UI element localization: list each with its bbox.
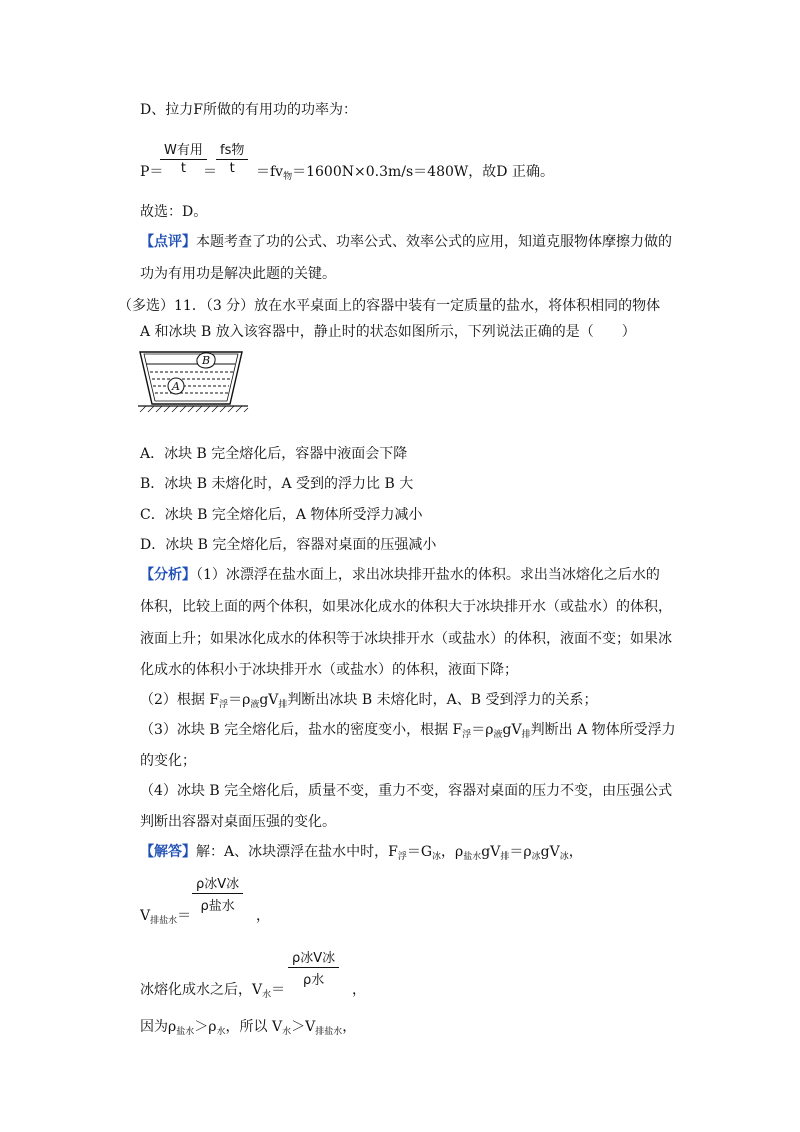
comma: ，	[256, 908, 270, 924]
option-c: C．冰块 B 完全熔化后，A 物体所受浮力减小	[140, 507, 423, 523]
fraction-denominator: t	[229, 161, 235, 176]
conclusion-line: 因为$\rho_{盐水}>\rho_水$，所以 $V_水>V_{排盐水}$，	[140, 1019, 357, 1037]
analysis-line-2: 体积，比较上面的两个体积，如果冰化成水的体积大于冰块排开水（或盐水）的体积，	[140, 599, 672, 615]
fraction-numerator: ρ冰V冰	[192, 873, 243, 894]
fraction-melted-water-volume	[288, 947, 339, 988]
fraction-denominator: ρ盐水	[200, 899, 235, 914]
melted-water-lhs: 冰熔化成水之后，$V_水=$	[140, 982, 286, 1000]
analysis-line-6: （3）冰块 B 完全熔化后，盐水的密度变小，根据 $F_浮=\rho_液gV_排$判断出 A 物体所受浮力	[140, 722, 676, 740]
comma: ，	[352, 982, 366, 998]
fraction-displaced-brine-volume	[192, 873, 243, 914]
choose-answer: 故选：D。	[140, 204, 208, 220]
question-11-line-2: A 和冰块 B 放入该容器中，静止时的状态如图所示，下列说法正确的是（ ）	[140, 324, 636, 340]
review-line-1: 【点评】本题考查了功的公式、功率公式、效率公式的应用，知道克服物体摩擦力做的	[140, 234, 672, 250]
question-11-line-1: （多选）11．（3 分）放在水平桌面上的容器中装有一定质量的盐水，将体积相同的物体	[118, 298, 661, 314]
analysis-line-7: 的变化；	[140, 753, 196, 769]
fraction-useful-work-over-time	[160, 139, 207, 176]
analysis-line-5: （2）根据 $F_浮=\rho_液gV_排$判断出冰块 B 未熔化时，A、B 受到浮力的关系；	[140, 692, 598, 710]
power-result: $=fv_物=1600N\times 0.3m/s=480W$，故D 正确。	[256, 164, 554, 182]
analysis-line-8: （4）冰块 B 完全熔化后，质量不变，重力不变，容器对桌面的压力不变，由压强公式	[140, 783, 673, 799]
container-figure	[138, 348, 250, 418]
answer-tag: 【解答】	[140, 844, 196, 860]
fraction-numerator: fs物	[216, 139, 248, 160]
option-d-heading: D、拉力F所做的有用功的功率为：	[140, 102, 357, 118]
analysis-line-3: 液面上升；如果冰化成水的体积等于冰块排开水（或盐水）的体积，液面不变；如果冰	[140, 631, 672, 647]
analysis-line-1: 【分析】（1）冰漂浮在盐水面上，求出冰块排开盐水的体积。求出当冰熔化之后水的	[140, 567, 660, 583]
label-a: A	[172, 380, 180, 393]
analysis-line-9: 判断出容器对桌面压强的变化。	[140, 814, 336, 830]
fraction-numerator: ρ冰V冰	[288, 947, 339, 968]
fraction-denominator: ρ水	[302, 973, 325, 988]
equals-sign: ＝	[203, 164, 217, 180]
fraction-denominator: t	[180, 161, 186, 176]
answer-line-1: 【解答】解：A、冰块漂浮在盐水中时，$F_浮=G_冰$，$\rho_{盐水}gV_排=\rho_冰gV_冰$，	[140, 844, 583, 862]
label-b: B	[202, 354, 211, 367]
review-tag: 【点评】	[140, 234, 196, 250]
option-d: D．冰块 B 完全熔化后，容器对桌面的压强减小	[140, 537, 437, 553]
review-line-2: 功为有用功是解决此题的关键。	[140, 266, 336, 282]
fraction-numerator: W有用	[160, 139, 207, 160]
analysis-line-4: 化成水的体积小于冰块排开水（或盐水）的体积，液面下降；	[140, 662, 518, 678]
v-displaced-lhs: $V_{排盐水}=$	[140, 908, 192, 926]
power-lhs: P＝	[140, 164, 164, 180]
analysis-tag: 【分析】	[140, 567, 196, 583]
option-b: B．冰块 B 未熔化时，A 受到的浮力比 B 大	[140, 476, 414, 492]
option-a: A．冰块 B 完全熔化后，容器中液面会下降	[140, 446, 408, 462]
fraction-force-distance-over-time	[216, 139, 248, 176]
